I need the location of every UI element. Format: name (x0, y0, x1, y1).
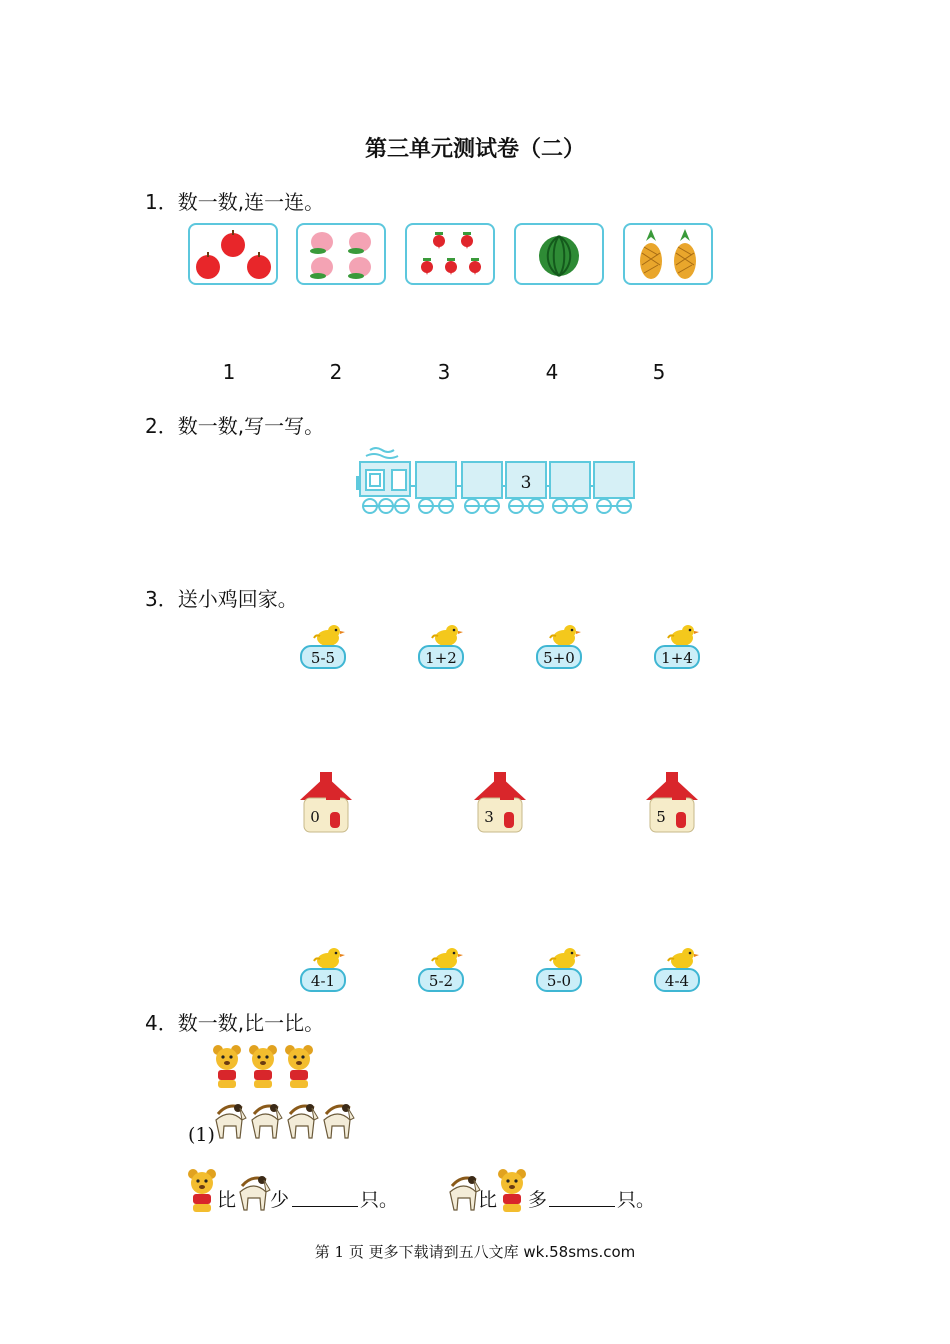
train-car-value: 3 (520, 473, 532, 493)
chick-icon (432, 625, 463, 646)
page-footer (0, 1241, 950, 1262)
more-word: 多 (528, 1189, 548, 1211)
chick-expression: 4-1 (310, 972, 336, 990)
train-car-1[interactable] (416, 462, 456, 513)
bottom-chick-1[interactable] (298, 945, 346, 993)
number-1[interactable]: 1 (222, 360, 236, 384)
smoke-icon (366, 448, 398, 458)
answer-blank-1[interactable] (292, 1185, 358, 1207)
chick-icon (432, 948, 463, 969)
apples-box[interactable] (188, 223, 278, 285)
locomotive-icon (356, 462, 410, 513)
goats-row (210, 1094, 360, 1144)
chick-icon (314, 948, 345, 969)
chick-expression: 1+2 (425, 649, 457, 667)
train-illustration (356, 446, 640, 518)
train-car-2[interactable] (462, 462, 502, 513)
house-number: 3 (484, 808, 494, 826)
top-chick-1[interactable] (298, 622, 346, 670)
house-icon (474, 772, 526, 832)
peach-icon (298, 225, 384, 283)
house-icon (300, 772, 352, 832)
less-word: 少 (270, 1189, 290, 1211)
question-1-label: 1．数一数,连一连。 (145, 190, 325, 214)
peaches-box[interactable] (296, 223, 386, 285)
strawberry-icon (407, 225, 493, 283)
bear-icon (188, 1168, 216, 1212)
watermelon-icon (516, 225, 602, 283)
train-car-3[interactable] (506, 462, 546, 513)
bottom-chick-4[interactable] (652, 945, 700, 993)
house-number: 5 (656, 808, 666, 826)
pineapple-icon (625, 225, 711, 283)
goat-icon (234, 1166, 272, 1214)
chick-icon (550, 948, 581, 969)
house-3[interactable] (642, 770, 702, 836)
compare-word-1: 比 (217, 1189, 237, 1211)
footer-text: 第 1 页 更多下载请到五八文库 (314, 1243, 519, 1261)
footer-url[interactable]: wk.58sms.com (523, 1243, 636, 1261)
number-4[interactable]: 4 (545, 360, 559, 384)
bears-row (210, 1044, 320, 1090)
chick-icon (314, 625, 345, 646)
train-car-4[interactable] (550, 462, 590, 513)
bottom-chick-2[interactable] (416, 945, 464, 993)
bottom-chick-3[interactable] (534, 945, 582, 993)
chick-icon (550, 625, 581, 646)
chick-icon (668, 625, 699, 646)
chick-expression: 5+0 (543, 649, 575, 667)
number-5[interactable]: 5 (652, 360, 666, 384)
page-title: 第三单元测试卷（二） (364, 136, 585, 162)
house-number: 0 (310, 808, 320, 826)
house-1[interactable] (296, 770, 356, 836)
question-3-label: 3．送小鸡回家。 (145, 587, 298, 611)
unit-1: 只。 (360, 1189, 399, 1211)
top-chick-3[interactable] (534, 622, 582, 670)
question-4-label: 4．数一数,比一比。 (145, 1011, 325, 1035)
chick-expression: 5-2 (428, 972, 454, 990)
chick-expression: 1+4 (661, 649, 693, 667)
house-2[interactable] (470, 770, 530, 836)
number-2[interactable]: 2 (329, 360, 343, 384)
watermelon-box[interactable] (514, 223, 604, 285)
chick-icon (668, 948, 699, 969)
chick-expression: 5-0 (546, 972, 572, 990)
answer-blank-2[interactable] (549, 1185, 615, 1207)
house-icon (646, 772, 698, 832)
apple-icon (190, 225, 276, 283)
goat-icon (444, 1166, 482, 1214)
question-2-label: 2．数一数,写一写。 (145, 414, 325, 438)
sub-question-1-marker: (1) (188, 1124, 215, 1146)
top-chick-2[interactable] (416, 622, 464, 670)
train-car-5[interactable] (594, 462, 634, 513)
compare-word-2: 比 (478, 1189, 498, 1211)
unit-2: 只。 (617, 1189, 656, 1211)
pineapples-box[interactable] (623, 223, 713, 285)
bear-icon (497, 1168, 527, 1212)
chick-expression: 4-4 (664, 972, 690, 990)
chick-expression: 5-5 (310, 649, 336, 667)
number-3[interactable]: 3 (437, 360, 451, 384)
top-chick-4[interactable] (652, 622, 700, 670)
strawberries-box[interactable] (405, 223, 495, 285)
